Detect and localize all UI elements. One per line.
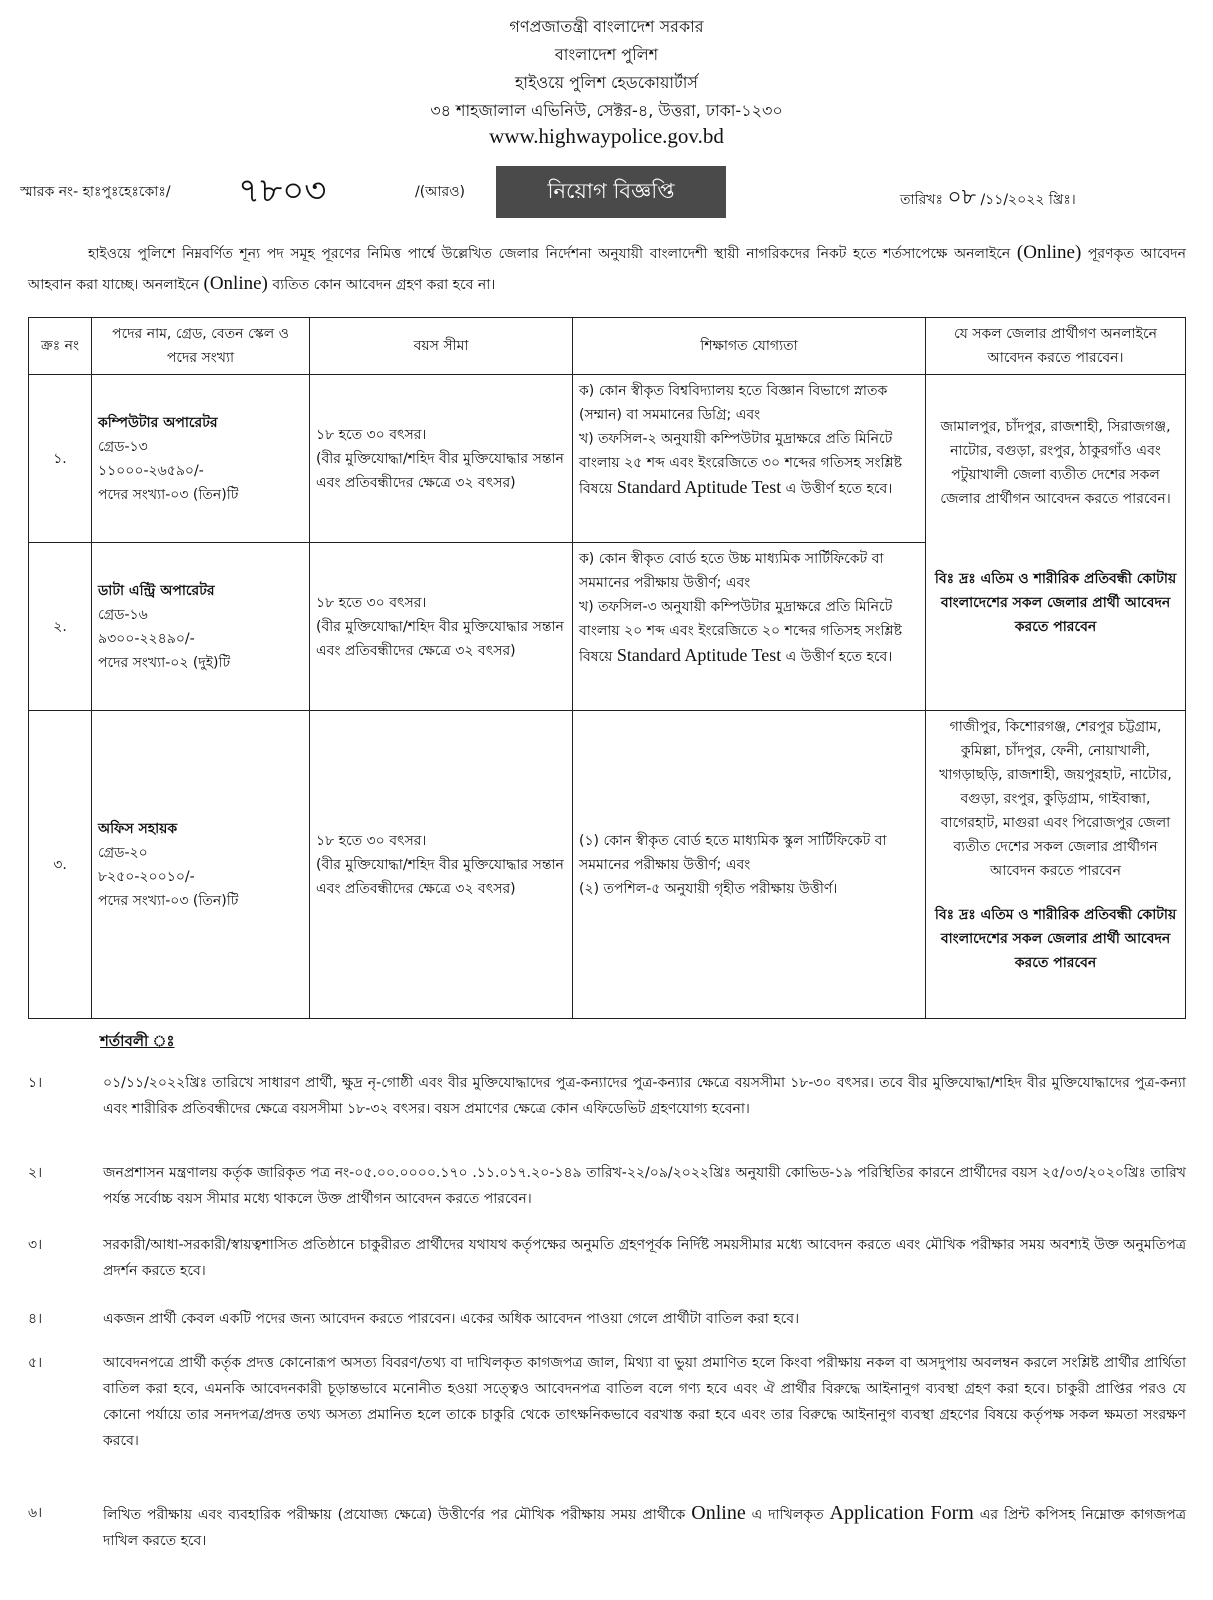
header-police: বাংলাদেশ পুলিশ (554, 45, 659, 64)
age-exception: (বীর মুক্তিযোদ্ধা/শহিদ বীর মুক্তিযোদ্ধার সন্তান এবং প্রতিবন্ধীদের ক্ষেত্রে ৩২ বৎসর) (316, 450, 564, 491)
post-scale: ৮২৫০-২০০১০/- (98, 868, 195, 885)
condition-text: সরকারী/আধা-সরকারী/স্বায়ত্বশাসিত প্রতিষ্ঠানে চাকুরীরত প্রার্থীদের যথাযথ কর্তৃপক্ষের অনুমতি গ্রহণপূর্বক নির্দিষ্ট সময়সীমার মধ্যে আবেদন করতে এবং মৌখিক পরীক্ষার সময় অবশ্যই উক্ত অনুমতিপত্র প্রদর্শন করতে হবে। (103, 1237, 1186, 1279)
age-limit: ১৮ হতে ৩০ বৎসর। (316, 594, 427, 611)
post-grade: গ্রেড-১৬ (98, 606, 148, 623)
date-label: তারিখঃ (900, 192, 943, 208)
post-grade: গ্রেড-২০ (98, 844, 148, 861)
intro-paragraph (28, 238, 1186, 300)
condition-item (28, 1500, 1186, 1554)
post-name: কম্পিউটার অপারেটর (98, 414, 218, 431)
condition-item (28, 1160, 1186, 1212)
education-a: (১) কোন স্বীকৃত বোর্ড হতে মাধ্যমিক স্কুল সার্টিফিকেট বা সমমানের পরীক্ষায় উত্তীর্ণ; এবং (579, 832, 887, 873)
table-row (29, 375, 1186, 543)
row-age (310, 543, 573, 711)
education-b: (২) তপশিল-৫ অনুযায়ী গৃহীত পরীক্ষায় উত্তীর্ণ। (579, 880, 838, 897)
post-scale: ১১০০০-২৬৫৯০/- (98, 462, 204, 479)
row-age (310, 375, 573, 543)
condition-text: একজন প্রার্থী কেবল একটি পদের জন্য আবেদন করতে পারবেন। একের অধিক আবেদন পাওয়া গেলে প্রার্থীটা বাতিল করা হবে। (103, 1311, 800, 1327)
row-districts-1-2 (926, 375, 1186, 711)
condition-text-2: এ দাখিলকৃত (745, 1507, 830, 1523)
condition-application-form: Application Form (829, 1502, 974, 1524)
row-education (573, 375, 926, 543)
date-rest: /১১/২০২২ খ্রিঃ। (980, 192, 1076, 208)
condition-item (28, 1350, 1186, 1454)
condition-text: আবেদনপত্রে প্রার্থী কর্তৃক প্রদত্ত কোনোরূপ অসত্য বিবরণ/তথ্য বা দাখিলকৃত কাগজপত্র জাল, মিথ্যা বা ভুয়া প্রমাণিত হলে কিংবা পরীক্ষায় নকল বা অসদুপায় অবলম্বন করলে সংশ্লিষ্ট প্রার্থীর প্রার্থিতা বাতিল করা হবে, এমনকি আবেদনকারী চূড়ান্তভাবে মনোনীত হওয়া সত্ত্বেও আবেদনপত্র বাতিল বলে গণ্য হবে এবং ঐ প্রার্থীর বিরুদ্ধে আইনানুগ ব্যবস্থা গ্রহণ করা হবে। চাকুরী প্রাপ্তির পরও যে কোনো পর্যায়ে তার সনদপত্র/প্রদত্ত তথ্য অসত্য প্রমানিত হলে তাকে চাকুরি থেকে তাৎক্ষনিকভাবে বরখাস্ত করা হবে এবং তার বিরুদ্ধে আইনানুগ ব্যবস্থা গ্রহণের বিষয়ে কর্তৃপক্ষ সকল ক্ষমতা সংরক্ষণ করবে। (103, 1355, 1186, 1449)
education-b (579, 427, 919, 501)
education-end: এ উত্তীর্ণ হতে হবে। (781, 649, 893, 665)
date-day: ০৮ (947, 185, 976, 210)
education-b (579, 595, 919, 669)
intro-online-1: (Online) (1016, 242, 1082, 263)
quota-note: বিঃ দ্রঃ এতিম ও শারীরিক প্রতিবন্ধী কোটায় বাংলাদেশের সকল জেলার প্রার্থী আবেদন করতে পারবেন (934, 907, 1177, 971)
header-age: বয়স সীমা (310, 318, 573, 375)
intro-online-2: (Online) (203, 273, 268, 294)
intro-text-1: হাইওয়ে পুলিশে নিম্নবর্ণিত শূন্য পদ সমূহ পূরণের নিমিত্ত পার্শ্বে উল্লেখিত জেলার নির্দেশনা অনুযায়ী বাংলাদেশী স্থায়ী নাগরিকদের নিকট হতে শর্তসাপেক্ষে অনলাইনে (88, 246, 1017, 262)
row-education (573, 711, 926, 1019)
condition-item (28, 1232, 1186, 1284)
condition-number: ৫। (28, 1355, 43, 1371)
condition-number: ২। (28, 1165, 43, 1181)
districts-list: জামালপুর, চাঁদপুর, রাজশাহী, সিরাজগঞ্জ, নাটোর, বগুড়া, রংপুর, ঠাকুরগাঁও এবং পটুয়াখালী জেলা ব্যতীত দেশের সকল জেলার প্রার্থীগন আবেদন করতে পারবেন। (940, 419, 1171, 507)
education-test: Standard Aptitude Test (616, 645, 782, 665)
conditions-title: শর্তাবলী ঃ (100, 1032, 175, 1050)
age-exception: (বীর মুক্তিযোদ্ধা/শহিদ বীর মুক্তিযোদ্ধার সন্তান এবং প্রতিবন্ধীদের ক্ষেত্রে ৩২ বৎসর) (316, 856, 564, 897)
education-test: Standard Aptitude Test (616, 477, 782, 497)
header-hq: হাইওয়ে পুলিশ হেডকোয়ার্টার্স (515, 73, 698, 92)
header-gov: গণপ্রজাতন্ত্রী বাংলাদেশ সরকার (509, 17, 704, 36)
age-limit: ১৮ হতে ৩০ বৎসর। (316, 426, 427, 443)
post-count: পদের সংখ্যা-০২ (দুই)টি (98, 654, 231, 671)
row-age (310, 711, 573, 1019)
row-serial: ১. (29, 375, 92, 543)
education-end: এ উত্তীর্ণ হতে হবে। (781, 481, 893, 497)
header-post: পদের নাম, গ্রেড, বেতন স্কেল ও পদের সংখ্যা (92, 318, 310, 375)
education-a: ক) কোন স্বীকৃত বিশ্ববিদ্যালয় হতে বিজ্ঞান বিভাগে স্নাতক (সম্মান) বা সমমানের ডিগ্রি; এবং (579, 383, 888, 423)
header-website: www.highwaypolice.gov.bd (489, 124, 724, 148)
condition-item (28, 1070, 1186, 1122)
header-serial: ক্রঃ নং (29, 318, 92, 375)
memo-prefix: স্মারক নং- হাঃপুঃহেঃকোঃ/ (20, 184, 171, 200)
header-education: শিক্ষাগত যোগ্যতা (573, 318, 926, 375)
row-serial: ৩. (29, 711, 92, 1019)
post-name: অফিস সহায়ক (98, 820, 178, 837)
condition-text: ০১/১১/২০২২খ্রিঃ তারিখে সাধারণ প্রার্থী, ক্ষুদ্র নৃ-গোষ্ঠী এবং বীর মুক্তিযোদ্ধাদের পুত্র-কন্যাদের পুত্র-কন্যার ক্ষেত্রে বয়সসীমা ১৮-৩০ বৎসর। তবে বীর মুক্তিযোদ্ধা/শহিদ বীর মুক্তিযোদ্ধাদের পুত্র-কন্যা এবং শারীরিক প্রতিবন্ধীদের ক্ষেত্রে বয়সসীমা ১৮-৩২ বৎসর। বয়স প্রমাণের ক্ষেত্রে কোন এফিডেভিট গ্রহণযোগ্য হবেনা। (103, 1075, 1186, 1117)
notice-title: নিয়োগ বিজ্ঞপ্তি (547, 178, 675, 203)
post-count: পদের সংখ্যা-০৩ (তিন)টি (98, 892, 239, 909)
header-districts: যে সকল জেলার প্রার্থীগণ অনলাইনে আবেদন করতে পারবেন। (926, 318, 1186, 375)
condition-online: Online (691, 1502, 746, 1524)
notice-title-badge (496, 166, 726, 218)
age-exception: (বীর মুক্তিযোদ্ধা/শহিদ বীর মুক্তিযোদ্ধার সন্তান এবং প্রতিবন্ধীদের ক্ষেত্রে ৩২ বৎসর) (316, 618, 564, 659)
condition-item (28, 1306, 1186, 1332)
education-a: ক) কোন স্বীকৃত বোর্ড হতে উচ্চ মাধ্যমিক সার্টিফিকেট বা সমমানের পরীক্ষায় উত্তীর্ণ; এবং (579, 551, 884, 591)
age-limit: ১৮ হতে ৩০ বৎসর। (316, 832, 427, 849)
quota-note: বিঃ দ্রঃ এতিম ও শারীরিক প্রতিবন্ধী কোটায় বাংলাদেশের সকল জেলার প্রার্থী আবেদন করতে পারবেন (934, 571, 1177, 635)
intro-text-3: ব্যতিত কোন আবেদন গ্রহণ করা হবে না। (267, 277, 496, 293)
education-b-text: খ) তফসিল-৩ অনুযায়ী কম্পিউটার মুদ্রাক্ষরে প্রতি মিনিটে বাংলায় ২০ শব্দ এবং ইংরেজিতে ২০ শব্দের গতিসহ সংশ্লিষ্ট বিষয়ে (579, 599, 903, 665)
row-districts-3 (926, 711, 1186, 1019)
condition-text (103, 1500, 1186, 1554)
post-grade: গ্রেড-১৩ (98, 438, 148, 455)
condition-number: ৩। (28, 1237, 43, 1253)
condition-text-1: লিখিত পরীক্ষায় এবং ব্যবহারিক পরীক্ষায় (প্রযোজ্য ক্ষেত্রে) উত্তীর্ণের পর মৌখিক পরীক্ষায় সময় প্রার্থীকে (103, 1507, 692, 1523)
row-post (92, 543, 310, 711)
education-b-text: খ) তফসিল-২ অনুযায়ী কম্পিউটার মুদ্রাক্ষরে প্রতি মিনিটে বাংলায় ২৫ শব্দ এবং ইংরেজিতে ৩০ শব্দের গতিসহ সংশ্লিষ্ট বিষয়ে (579, 431, 903, 497)
row-post (92, 375, 310, 543)
condition-number: ৪। (28, 1311, 43, 1327)
vacancy-table (28, 317, 1186, 1019)
row-education (573, 543, 926, 711)
table-header-row (29, 318, 1186, 375)
memo-suffix: /(আরও) (415, 184, 465, 200)
table-row (29, 711, 1186, 1019)
condition-number: ৬। (28, 1505, 43, 1521)
post-scale: ৯৩০০-২২৪৯০/- (98, 630, 195, 647)
memo-date (900, 180, 1076, 217)
row-post (92, 711, 310, 1019)
districts-list: গাজীপুর, কিশোরগঞ্জ, শেরপুর চট্টগ্রাম, কুমিল্লা, চাঁদপুর, ফেনী, নোয়াখালী, খাগড়াছড়ি, রাজশাহী, জয়পুরহাট, নাটোর, বগুড়া, রংপুর, কুড়িগ্রাম, গাইবান্ধা, বাগেরহাট, মাগুরা এবং পিরোজপুর জেলা ব্যতীত দেশের সকল জেলার প্রার্থীগন আবেদন করতে পারবেন (939, 719, 1172, 879)
header-address: ৩৪ শাহজালাল এভিনিউ, সেক্টর-৪, উত্তরা, ঢাকা-১২৩০ (430, 101, 783, 120)
condition-text: জনপ্রশাসন মন্ত্রণালয় কর্তৃক জারিকৃত পত্র নং-০৫.০০.০০০০.১৭০ .১১.০১৭.২০-১৪৯ তারিখ-২২/০৯/২০২২খ্রিঃ অনুযায়ী কোভিড-১৯ পরিস্থিতির কারনে প্রার্থীদের বয়স ২৫/০৩/২০২০খ্রিঃ তারিখ পর্যন্ত সর্বোচ্চ বয়স সীমার মধ্যে থাকলে উক্ত প্রার্থীগন আবেদন করতে পারবেন। (103, 1165, 1186, 1207)
condition-text-3: এর প্রিন্ট কপিসহ নিম্নোক্ত কাগজপত্র দাখিল করতে হবে। (103, 1507, 1186, 1549)
intro-text-2: পূরণকৃত আবেদন আহবান করা যাচ্ছে। অনলাইনে (28, 246, 1186, 293)
row-serial: ২. (29, 543, 92, 711)
post-count: পদের সংখ্যা-০৩ (তিন)টি (98, 486, 239, 503)
post-name: ডাটা এন্ট্রি অপারেটর (98, 582, 215, 599)
memo-number: ৭৮০৩ (238, 171, 327, 211)
condition-number: ১। (28, 1075, 43, 1091)
